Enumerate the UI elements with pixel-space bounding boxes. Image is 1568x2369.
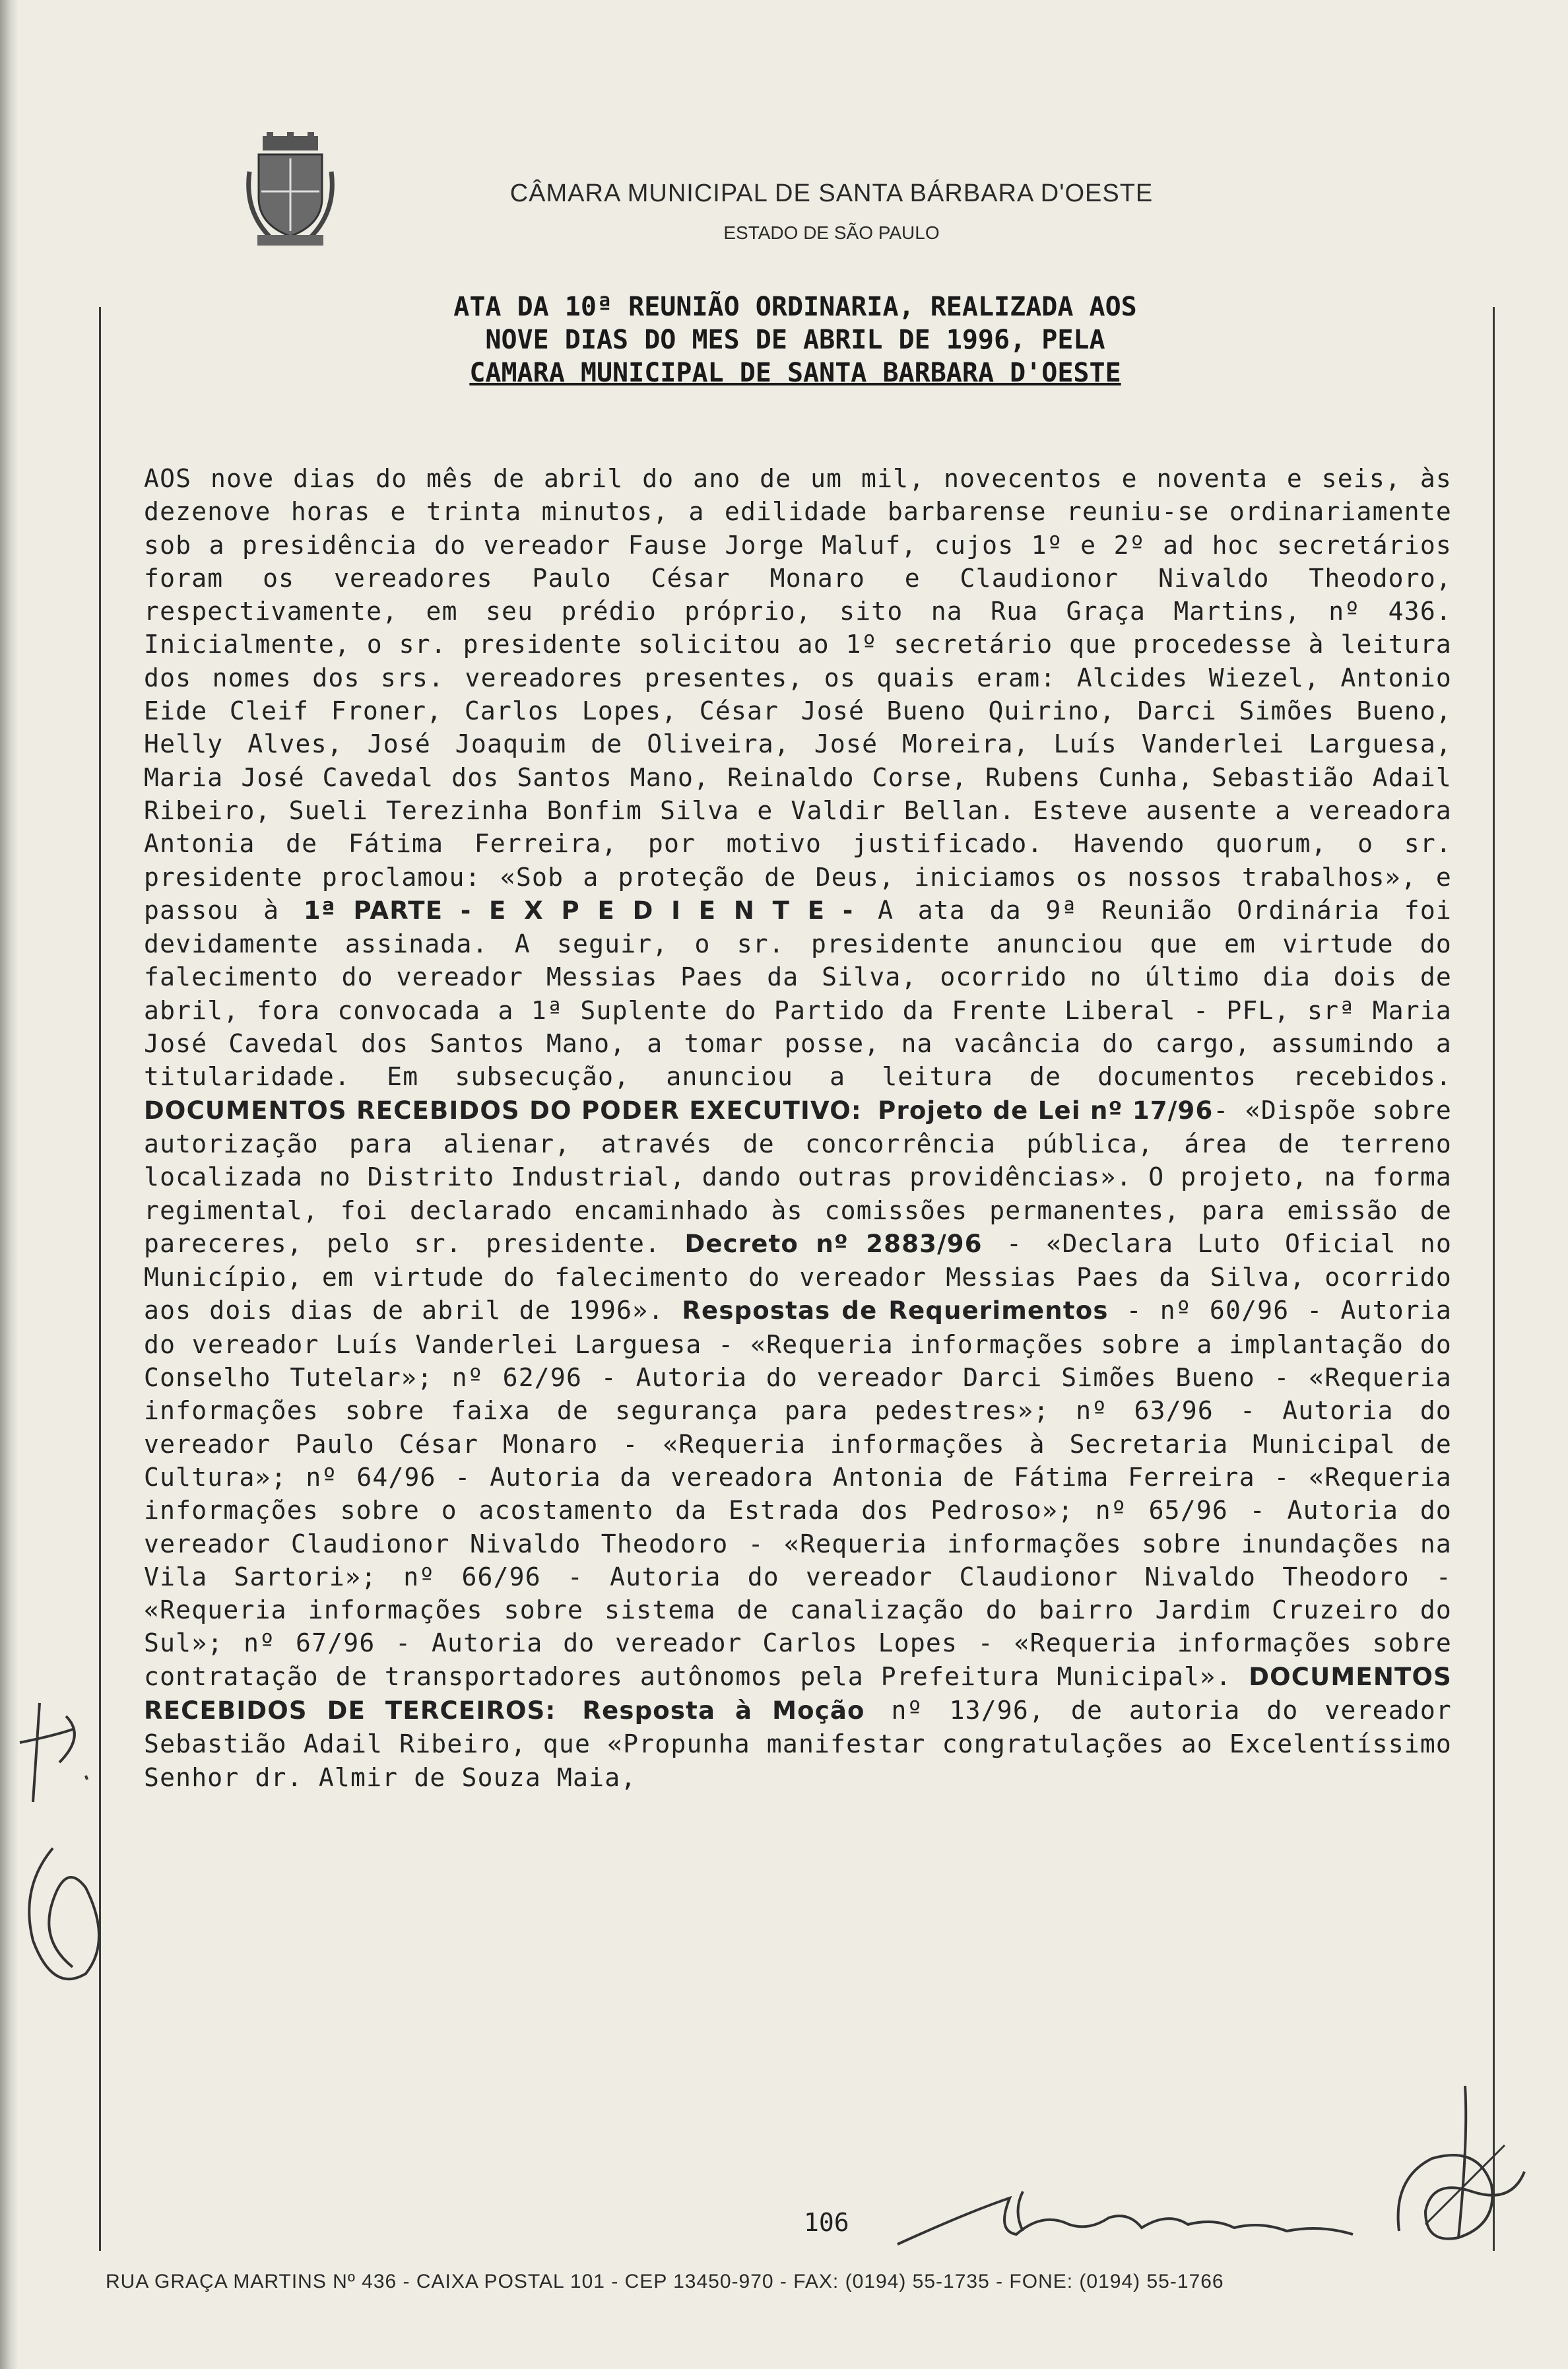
paragraph-opening: AOS nove dias do mês de abril do ano de um mil, novecentos e noventa e seis, às dezenove horas e trinta minutos, a edilidade barbarense reuniu-se ordinariamente sob a presidência do vereador Fause Jorge Maluf, cujos 1º e 2º ad hoc secretários foram os vereadores Paulo César Monaro e Claudionor Nivaldo Theodoro, respectivamente, em seu prédio próprio, sito na Rua Graça Martins, nº 436. Inicialmente, o sr. presidente solicitou ao 1º secretário que procedesse à leitura dos nomes dos srs. vereadores presentes, os quais eram: Alcides Wiezel, Antonio Eide Cleif Froner, Carlos Lopes, César José Bueno Quirino, Darci Simões Bueno, Helly Alves, José Joaquim de Oliveira, José Moreira, Luís Vanderlei Larguesa, Maria José Cavedal dos Santos Mano, Reinaldo Corse, Rubens Cunha, Sebastião Adail Ribeiro, Sueli Terezinha Bonfim Silva e Valdir Bellan. Esteve ausente a vereadora Antonia de Fátima Ferreira, por motivo justificado. Havendo quorum, o sr. presidente proclamou: «Sob a proteção de Deus, iniciamos os nossos trabalhos», e passou à <box>144 464 1452 925</box>
letterhead <box>370 180 1293 244</box>
heading-line-2: NOVE DIAS DO MES DE ABRIL DE 1996, PELA <box>485 325 1105 355</box>
margin-initials-icon <box>13 1690 112 2033</box>
paragraph-expediente: A ata da 9ª Reunião Ordinária foi devidamente assinada. A seguir, o sr. presidente anunciou que em virtude do falecimento do vereador Messias Paes da Silva, ocorrido no último dia dois de abril, fora convocada a 1ª Suplente do Partido da Frente Liberal - PFL, srª Maria José Cavedal dos Santos Mano, a tomar posse, na vacância do cargo, assumindo a titularidade. Em subsecução, anunciou a leitura de documentos recebidos. <box>144 895 1452 1092</box>
state-name: ESTADO DE SÃO PAULO <box>723 222 940 243</box>
page-number: 106 <box>804 2208 849 2237</box>
paragraph-decreto: - «Declara Luto Oficial no Município, em virtude do falecimento do vereador Messias Paes da Silva, ocorrido aos dois dias de abril de 1996». <box>144 1228 1453 1325</box>
paragraph-mocao: nº 13/96, de autoria do vereador Sebastião Adail Ribeiro, que «Propunha manifestar congratulações ao Excelentíssimo Senhor dr. Almir de Souza Maia, <box>144 1695 1453 1792</box>
footer-address: RUA GRAÇA MARTINS Nº 436 - CAIXA POSTAL 101 - CEP 13450-970 - FAX: (0194) 55-1735 - FONE: (0194) 55-1766 <box>106 2271 1224 2292</box>
respostas-title: Respostas de Requerimentos <box>682 1296 1109 1325</box>
paragraph-respostas: - nº 60/96 - Autoria do vereador Luís Vanderlei Larguesa - «Requeria informações sobre a implantação do Conselho Tutelar»; nº 62/96 - Autoria do vereador Darci Simões Bueno - «Requeria informações sobre faixa de segurança para pedestres»; nº 63/96 - Autoria do vereador Paulo César Monaro - «Requeria informações à Secretaria Municipal de Cultura»; nº 64/96 - Autoria da vereadora Antonia de Fátima Ferreira - «Requeria informações sobre o acostamento da Estrada dos Pedroso»; nº 65/96 - Autoria do vereador Claudionor Nivaldo Theodoro - «Requeria informações sobre inundações na Vila Sartori»; nº 66/96 - Autoria do vereador Claudionor Nivaldo Theodoro - «Requeria informações sobre sistema de canalização do bairro Jardim Cruzeiro do Sul»; nº 67/96 - Autoria do vereador Carlos Lopes - «Requeria informações sobre contratação de transportadores autônomos pela Prefeitura Municipal». <box>144 1296 1453 1691</box>
docs-executivo-title: DOCUMENTOS RECEBIDOS DO PODER EXECUTIVO: <box>144 1096 862 1125</box>
heading-line-3: CAMARA MUNICIPAL DE SANTA BARBARA D'OESTE <box>469 358 1121 388</box>
signature-center-icon <box>891 2172 1392 2257</box>
signature-right-icon <box>1386 2079 1538 2251</box>
paragraph-projeto: - «Dispõe sobre autorização para alienar, através de concorrência pública, área de terreno localizada no Distrito Industrial, dando outras providências». O projeto, na forma regimental, foi declarado encaminhado às comissões permanentes, para emissão de pareceres, pelo sr. presidente. <box>144 1095 1453 1258</box>
municipal-coat-of-arms-icon <box>244 132 337 251</box>
institution-name: CÂMARA MUNICIPAL DE SANTA BÁRBARA D'OESTE <box>509 180 1154 207</box>
expediente-title: 1ª PARTE - E X P E D I E N T E - <box>303 896 854 925</box>
minutes-body <box>144 462 1452 1794</box>
docs-terceiros-title: DOCUMENTOS RECEBIDOS DE TERCEIROS: <box>144 1662 1452 1725</box>
resposta-mocao-title: Resposta à Moção <box>582 1696 865 1725</box>
document-heading <box>366 290 1224 389</box>
right-margin-rule <box>1493 307 1495 2251</box>
heading-line-1: ATA DA 10ª REUNIÃO ORDINARIA, REALIZADA AOS <box>453 292 1137 322</box>
projeto-lei-title: Projeto de Lei nº 17/96 <box>878 1096 1214 1125</box>
decreto-title: Decreto nº 2883/96 <box>684 1229 983 1258</box>
